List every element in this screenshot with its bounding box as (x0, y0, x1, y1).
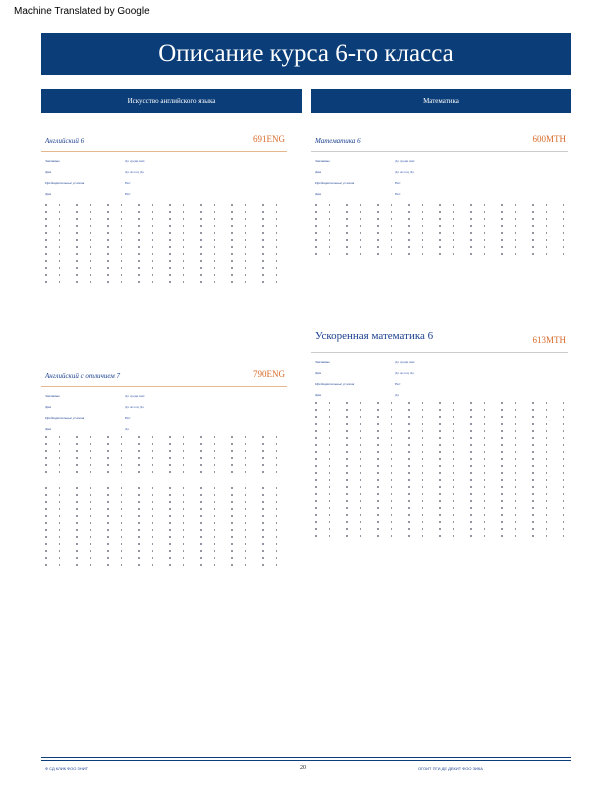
field-label: Дни (45, 192, 52, 196)
field-value: Да среди них (395, 360, 415, 364)
field-label: Значимые (45, 394, 60, 398)
field-label: Предварительные условия (45, 181, 85, 185)
field-label: Значимые (315, 159, 330, 163)
course-accelerated-math-6 (311, 330, 568, 542)
field-value: Нет (395, 181, 401, 185)
course-name: Ускоренная математика 6 (315, 330, 434, 342)
course-name: Английский 6 (45, 137, 85, 145)
field-label: Дни (45, 170, 52, 174)
field-value: Да (125, 427, 129, 431)
field-value: Да Ассоц Да (125, 170, 144, 174)
field-label: Дни (315, 170, 322, 174)
column-header-ela: Искусство английского языка (41, 89, 302, 113)
footer-right: ОГОИТ ПГИ ДЕ ДЕКИТ ФОО ЗИКА (418, 766, 483, 771)
column-header-math: Математика (311, 89, 571, 113)
course-english-6 (41, 133, 287, 288)
course-divider (311, 151, 568, 152)
course-name: Математика 6 (315, 137, 361, 145)
course-divider (41, 386, 287, 387)
machine-translated-label: Machine Translated by Google (14, 6, 150, 17)
field-label: Дни (45, 405, 52, 409)
field-label: Предварительные условия (315, 181, 355, 185)
field-label: Дни (315, 393, 322, 397)
course-math-6 (311, 133, 568, 260)
course-english-honors-7 (41, 368, 287, 571)
course-divider (41, 151, 287, 152)
field-value: Да среди них (395, 159, 415, 163)
field-label: Значимые (45, 159, 60, 163)
page-title: Описание курса 6-го класса (41, 33, 571, 75)
field-value: Да Ассоц Да (395, 371, 414, 375)
field-value: Да Ассоц Да (125, 405, 144, 409)
course-code: 790ENG (253, 369, 285, 379)
course-name: Английский с отличием 7 (45, 372, 121, 380)
course-description (41, 204, 287, 283)
field-value: Да Ассоц Да (395, 170, 414, 174)
field-value: Нет (125, 181, 131, 185)
field-label: Предварительные условия (315, 382, 355, 386)
course-description (41, 436, 287, 566)
field-label: Предварительные условия (45, 416, 85, 420)
footer-divider (41, 760, 571, 761)
field-value: Да среди них (125, 159, 145, 163)
course-code: 613MTH (532, 335, 566, 345)
field-value: Да среди них (125, 394, 145, 398)
field-label: Дни (315, 192, 322, 196)
field-value: Нет (395, 192, 401, 196)
course-description (311, 402, 568, 537)
field-label: Дни (45, 427, 52, 431)
course-code: 600MTH (532, 134, 566, 144)
course-description (311, 204, 568, 255)
course-divider (311, 352, 568, 353)
field-value: Да (395, 393, 399, 397)
footer-left: Ф СД КЛИК ФОО ЗНИТ (45, 766, 89, 771)
field-label: Значимые (315, 360, 330, 364)
field-value: Нет (125, 192, 131, 196)
page-number: 20 (300, 765, 306, 771)
footer-divider (41, 757, 571, 758)
field-value: Нет (395, 382, 401, 386)
course-code: 691ENG (253, 134, 285, 144)
field-value: Нет (125, 416, 131, 420)
field-label: Дни (315, 371, 322, 375)
